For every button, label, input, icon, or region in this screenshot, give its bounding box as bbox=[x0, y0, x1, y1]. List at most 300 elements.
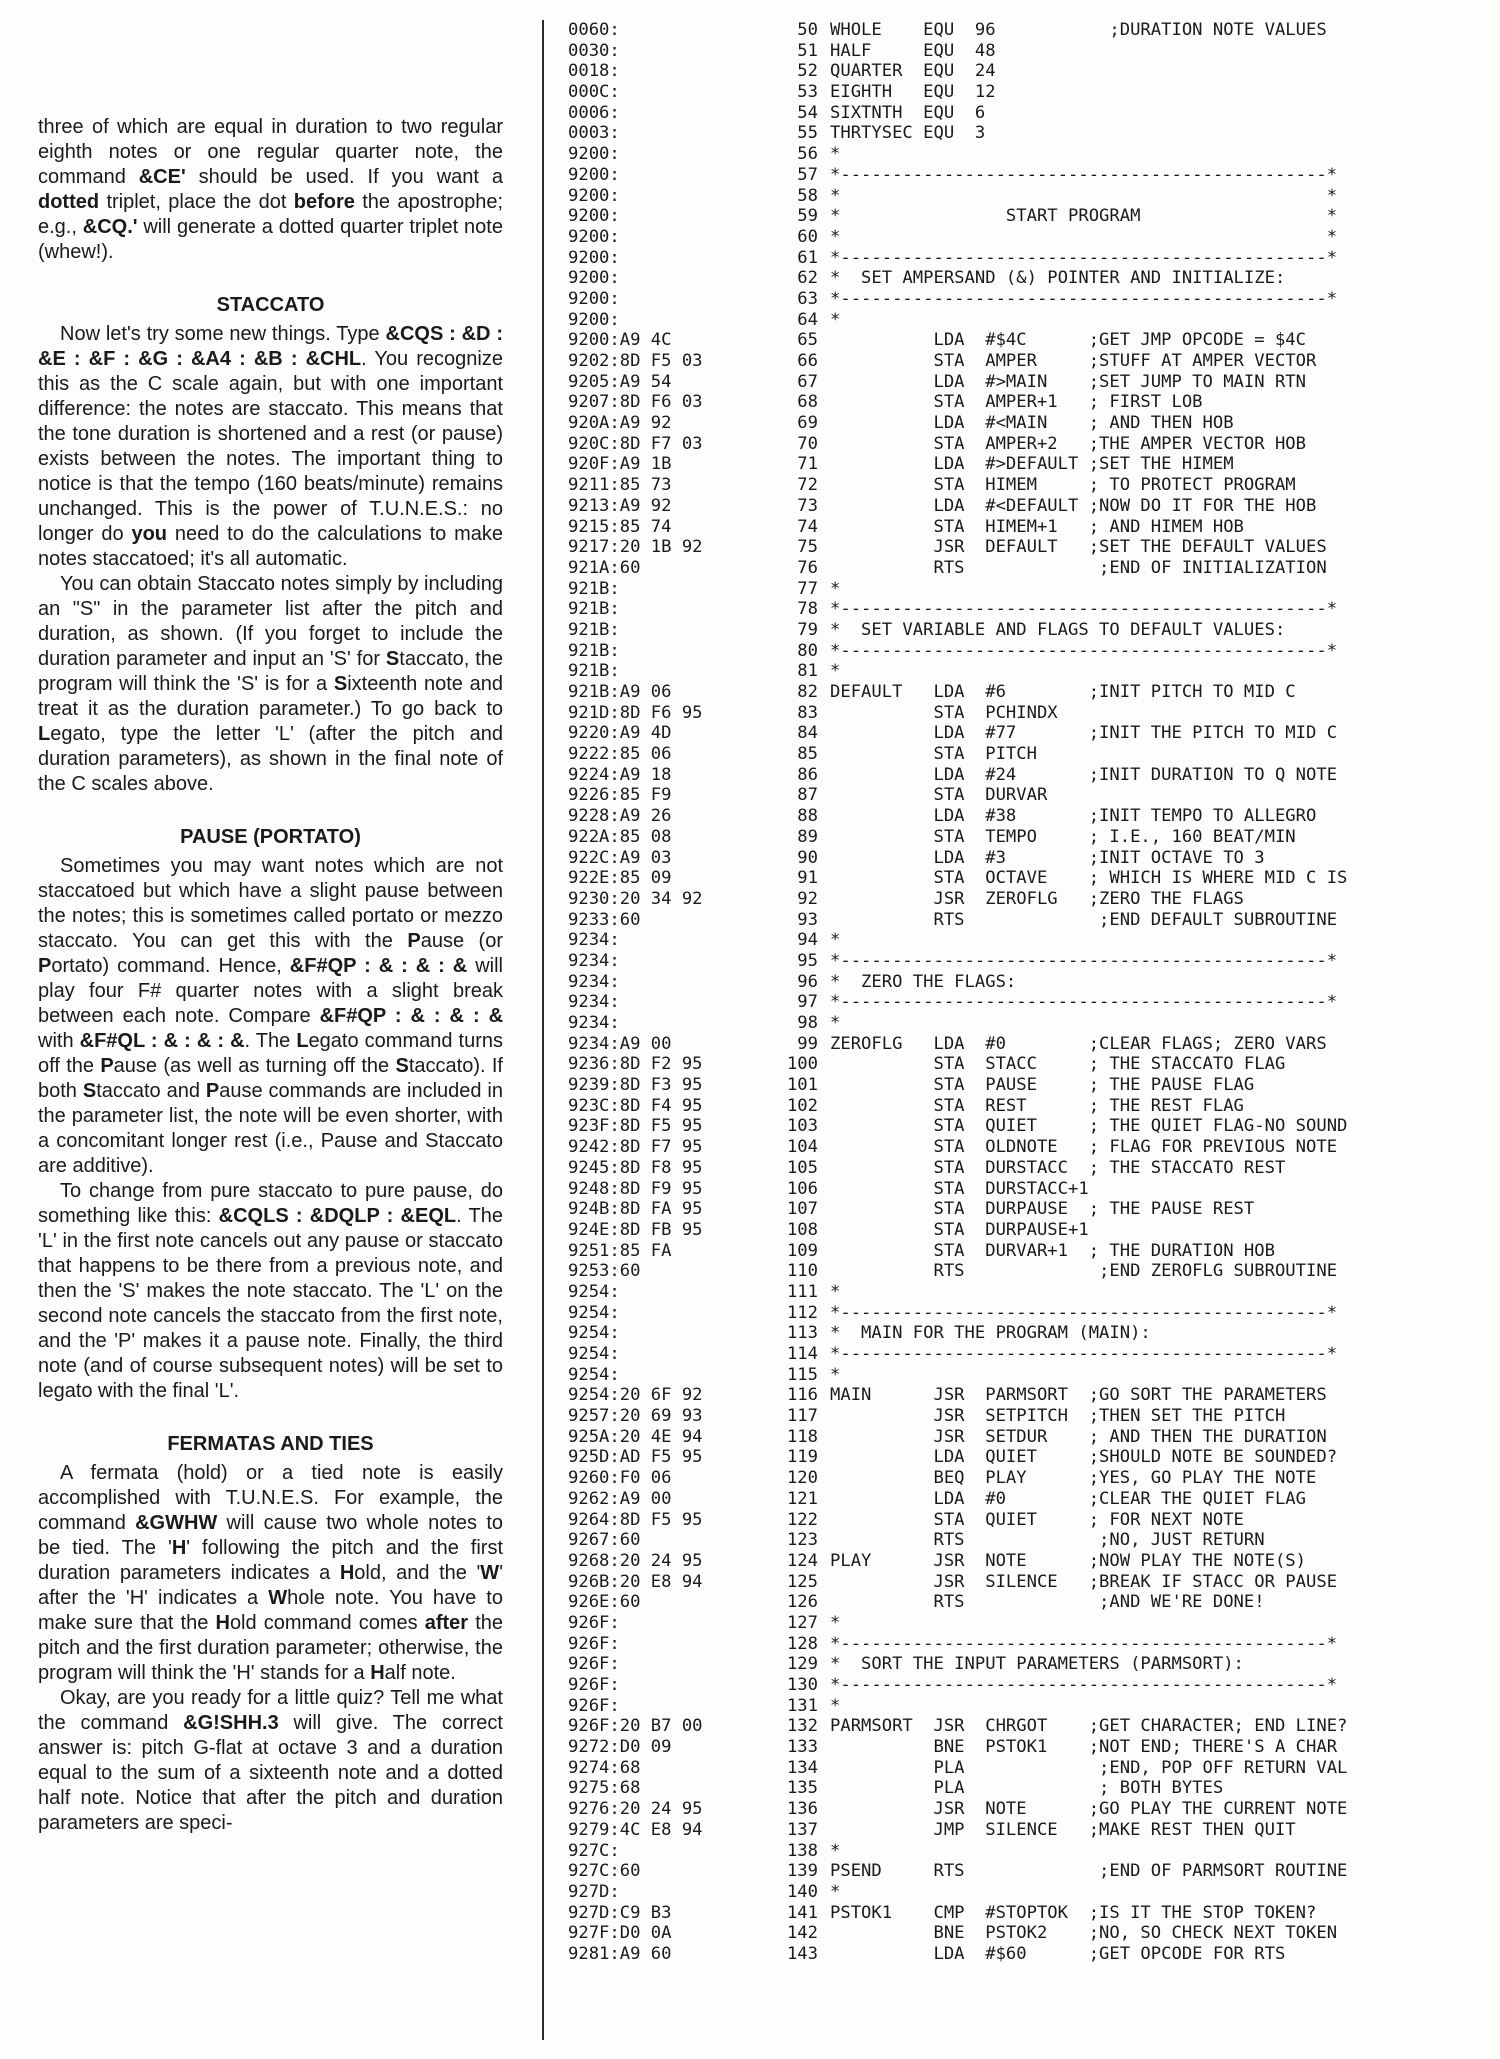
line-number: 56 bbox=[797, 144, 818, 165]
address-bytes: 9222:85 06 bbox=[568, 744, 672, 765]
source-code: *-----------------------------------------------* bbox=[830, 640, 1338, 661]
article-column bbox=[38, 115, 503, 1836]
source-code: LDA #$60 ;GET OPCODE FOR RTS bbox=[830, 1943, 1286, 1964]
bold-run: &CQS : &D : &E : &F : &G : &A4 : &B : &CHL bbox=[38, 323, 503, 370]
listing-line bbox=[568, 868, 1468, 889]
line-number: 113 bbox=[786, 1323, 818, 1344]
text-run: ause (or bbox=[420, 930, 503, 952]
listing-line bbox=[568, 248, 1468, 269]
listing-line bbox=[568, 641, 1468, 662]
line-number: 133 bbox=[786, 1737, 818, 1758]
address-bytes: 9200:A9 4C bbox=[568, 330, 672, 351]
line-number: 99 bbox=[797, 1033, 818, 1054]
address-bytes: 9257:20 69 93 bbox=[568, 1406, 703, 1427]
bold-run: S bbox=[333, 673, 348, 695]
listing-line bbox=[568, 392, 1468, 413]
line-number: 100 bbox=[786, 1054, 818, 1075]
line-number: 121 bbox=[786, 1488, 818, 1509]
bold-run: H bbox=[339, 1562, 355, 1584]
line-number: 50 bbox=[797, 20, 818, 40]
source-code: * bbox=[830, 1695, 841, 1716]
line-number: 118 bbox=[786, 1426, 818, 1447]
line-number: 86 bbox=[797, 764, 818, 785]
source-code: STA STACC ; THE STACCATO FLAG bbox=[830, 1054, 1286, 1075]
line-number: 90 bbox=[797, 847, 818, 868]
source-code: JSR ZEROFLG ;ZERO THE FLAGS bbox=[830, 888, 1244, 909]
bold-run: L bbox=[296, 1030, 309, 1052]
address-bytes: 9254: bbox=[568, 1302, 620, 1323]
source-code: RTS ;AND WE'RE DONE! bbox=[830, 1592, 1265, 1613]
source-code: ZEROFLG LDA #0 ;CLEAR FLAGS; ZERO VARS bbox=[830, 1033, 1327, 1054]
paragraph bbox=[38, 1686, 503, 1836]
line-number: 111 bbox=[786, 1281, 818, 1302]
source-code: RTS ;NO, JUST RETURN bbox=[830, 1530, 1265, 1551]
listing-line bbox=[568, 1551, 1468, 1572]
address-bytes: 921B: bbox=[568, 640, 620, 661]
listing-line bbox=[568, 1572, 1468, 1593]
line-number: 66 bbox=[797, 351, 818, 371]
listing-line bbox=[568, 682, 1468, 703]
line-number: 128 bbox=[786, 1633, 818, 1654]
source-code: BNE PSTOK1 ;NOT END; THERE'S A CHAR bbox=[830, 1737, 1338, 1758]
address-bytes: 924E:8D FB 95 bbox=[568, 1219, 703, 1240]
address-bytes: 9200: bbox=[568, 288, 620, 309]
address-bytes: 9267:60 bbox=[568, 1530, 641, 1551]
address-bytes: 921B: bbox=[568, 578, 620, 599]
line-number: 63 bbox=[797, 288, 818, 309]
address-bytes: 927D:C9 B3 bbox=[568, 1902, 672, 1923]
address-bytes: 9248:8D F9 95 bbox=[568, 1178, 703, 1199]
listing-line bbox=[568, 785, 1468, 806]
text-run: taccato, the program will think the 'S' is for a bbox=[38, 648, 503, 695]
listing-line bbox=[568, 103, 1468, 124]
address-bytes: 9200: bbox=[568, 268, 620, 289]
address-bytes: 926F: bbox=[568, 1695, 620, 1716]
listing-line bbox=[568, 496, 1468, 517]
address-bytes: 923C:8D F4 95 bbox=[568, 1095, 703, 1116]
bold-run: dotted bbox=[38, 191, 100, 213]
listing-line bbox=[568, 1696, 1468, 1717]
source-code: PLA ; BOTH BYTES bbox=[830, 1778, 1224, 1799]
listing-line bbox=[568, 1427, 1468, 1448]
bold-run: &F#QL : & : & : & bbox=[79, 1030, 245, 1052]
source-code: *-----------------------------------------------* bbox=[830, 164, 1338, 185]
address-bytes: 9200: bbox=[568, 144, 620, 165]
source-code: JSR SILENCE ;BREAK IF STACC OR PAUSE bbox=[830, 1571, 1338, 1592]
source-code: * SET VARIABLE AND FLAGS TO DEFAULT VALUES: bbox=[830, 619, 1286, 640]
listing-line bbox=[568, 1261, 1468, 1282]
text-run: . You recognize this as the C scale again, but with one important difference: the notes are staccato. This means that the tone duration is shortened and a rest (or pause) exists between the notes. The important thing to notice is that the tempo (160 beats/minute) remains unchanged. This is the power of T.U.N.E.S.: no longer do bbox=[38, 348, 503, 545]
source-code: PLA ;END, POP OFF RETURN VAL bbox=[830, 1757, 1348, 1778]
line-number: 92 bbox=[797, 888, 818, 909]
listing-line bbox=[568, 1654, 1468, 1675]
line-number: 60 bbox=[797, 226, 818, 247]
source-code: *-----------------------------------------------* bbox=[830, 599, 1338, 620]
source-code: LDA QUIET ;SHOULD NOTE BE SOUNDED? bbox=[830, 1447, 1338, 1468]
listing-line bbox=[568, 144, 1468, 165]
source-code: STA HIMEM ; TO PROTECT PROGRAM bbox=[830, 475, 1296, 496]
address-bytes: 9226:85 F9 bbox=[568, 785, 672, 806]
line-number: 137 bbox=[786, 1819, 818, 1840]
listing-line bbox=[568, 1841, 1468, 1862]
source-code: QUARTER EQU 24 bbox=[830, 61, 996, 82]
paragraph bbox=[38, 1461, 503, 1686]
source-code: PSTOK1 CMP #STOPTOK ;IS IT THE STOP TOKEN? bbox=[830, 1902, 1317, 1923]
address-bytes: 9234: bbox=[568, 971, 620, 992]
listing-line bbox=[568, 1054, 1468, 1075]
line-number: 130 bbox=[786, 1675, 818, 1695]
line-number: 119 bbox=[786, 1447, 818, 1468]
bold-run: &G!SHH.3 bbox=[183, 1712, 279, 1734]
listing-line bbox=[568, 661, 1468, 682]
listing-line bbox=[568, 1510, 1468, 1531]
text-run: egato, type the letter 'L' (after the pitch and duration parameters), as shown in the final note of the C scales above. bbox=[38, 723, 503, 795]
source-code: LDA #38 ;INIT TEMPO TO ALLEGRO bbox=[830, 806, 1317, 827]
text-run: will generate a dotted quarter triplet note (whew!). bbox=[38, 216, 503, 263]
address-bytes: 921B: bbox=[568, 661, 620, 682]
address-bytes: 9233:60 bbox=[568, 909, 641, 930]
source-code: * bbox=[830, 930, 841, 951]
line-number: 125 bbox=[786, 1571, 818, 1592]
source-code: SIXTNTH EQU 6 bbox=[830, 102, 986, 123]
line-number: 59 bbox=[797, 206, 818, 227]
source-code: *-----------------------------------------------* bbox=[830, 1344, 1338, 1364]
listing-line bbox=[568, 1406, 1468, 1427]
source-code: * ZERO THE FLAGS: bbox=[830, 971, 1017, 992]
line-number: 85 bbox=[797, 744, 818, 765]
source-code: * bbox=[830, 1013, 841, 1033]
source-code: * SORT THE INPUT PARAMETERS (PARMSORT): bbox=[830, 1654, 1244, 1675]
line-number: 107 bbox=[786, 1199, 818, 1220]
source-code: STA PCHINDX bbox=[830, 702, 1058, 723]
line-number: 140 bbox=[786, 1881, 818, 1902]
source-code: STA DURVAR+1 ; THE DURATION HOB bbox=[830, 1240, 1275, 1261]
listing-line bbox=[568, 454, 1468, 475]
address-bytes: 920A:A9 92 bbox=[568, 413, 672, 434]
address-bytes: 9224:A9 18 bbox=[568, 764, 672, 785]
listing-line bbox=[568, 165, 1468, 186]
listing-line bbox=[568, 599, 1468, 620]
listing-line bbox=[568, 1447, 1468, 1468]
address-bytes: 9200: bbox=[568, 185, 620, 206]
source-code: LDA #<MAIN ; AND THEN HOB bbox=[830, 413, 1234, 434]
line-number: 134 bbox=[786, 1757, 818, 1778]
source-code: STA AMPER+2 ;THE AMPER VECTOR HOB bbox=[830, 433, 1306, 454]
address-bytes: 9268:20 24 95 bbox=[568, 1550, 703, 1571]
listing-line bbox=[568, 1923, 1468, 1944]
line-number: 96 bbox=[797, 971, 818, 992]
line-number: 64 bbox=[797, 309, 818, 330]
address-bytes: 927C: bbox=[568, 1840, 620, 1861]
source-code: STA DURPAUSE ; THE PAUSE REST bbox=[830, 1199, 1255, 1220]
listing-line bbox=[568, 1944, 1468, 1965]
line-number: 114 bbox=[786, 1344, 818, 1364]
paragraph bbox=[38, 1179, 503, 1404]
source-code: WHOLE EQU 96 ;DURATION NOTE VALUES bbox=[830, 20, 1327, 40]
bold-run: you bbox=[131, 523, 168, 545]
bold-run: before bbox=[293, 191, 355, 213]
text-run: egato command turns off the bbox=[38, 1030, 503, 1077]
line-number: 53 bbox=[797, 82, 818, 103]
listing-line bbox=[568, 1675, 1468, 1696]
line-number: 68 bbox=[797, 392, 818, 413]
line-number: 55 bbox=[797, 123, 818, 144]
address-bytes: 9276:20 24 95 bbox=[568, 1799, 703, 1820]
bold-run: &F#QP : & : & : & bbox=[319, 1005, 504, 1027]
source-code: * MAIN FOR THE PROGRAM (MAIN): bbox=[830, 1323, 1151, 1344]
bold-run: P bbox=[100, 1055, 114, 1077]
line-number: 123 bbox=[786, 1530, 818, 1551]
address-bytes: 9200: bbox=[568, 247, 620, 268]
address-bytes: 9200: bbox=[568, 309, 620, 330]
line-number: 108 bbox=[786, 1219, 818, 1240]
line-number: 52 bbox=[797, 61, 818, 82]
line-number: 79 bbox=[797, 619, 818, 640]
line-number: 84 bbox=[797, 723, 818, 744]
address-bytes: 0006: bbox=[568, 102, 620, 123]
line-number: 58 bbox=[797, 185, 818, 206]
listing-line bbox=[568, 1344, 1468, 1365]
listing-line bbox=[568, 889, 1468, 910]
source-code: PSEND RTS ;END OF PARMSORT ROUTINE bbox=[830, 1861, 1348, 1882]
source-code: *-----------------------------------------------* bbox=[830, 1633, 1338, 1654]
address-bytes: 921A:60 bbox=[568, 557, 641, 578]
text-run: Okay, are you ready for a little quiz? Tell me what the command bbox=[38, 1687, 503, 1734]
bold-run: after bbox=[424, 1612, 469, 1634]
address-bytes: 927F:D0 0A bbox=[568, 1923, 672, 1944]
text-run: should be used. If you want a bbox=[185, 166, 503, 188]
text-run: Sometimes you may want notes which are not staccatoed but which have a slight pause between the notes; this is sometimes called portato or mezzo staccato. You can get this with the bbox=[38, 855, 503, 952]
bold-run: &CE' bbox=[138, 166, 186, 188]
listing-line bbox=[568, 1737, 1468, 1758]
source-code: * bbox=[830, 1364, 841, 1385]
line-number: 104 bbox=[786, 1137, 818, 1158]
listing-line bbox=[568, 951, 1468, 972]
line-number: 138 bbox=[786, 1840, 818, 1861]
line-number: 103 bbox=[786, 1116, 818, 1137]
listing-line bbox=[568, 972, 1468, 993]
source-code: * * bbox=[830, 185, 1338, 206]
line-number: 61 bbox=[797, 247, 818, 268]
line-number: 87 bbox=[797, 785, 818, 806]
listing-line bbox=[568, 579, 1468, 600]
source-code: JMP SILENCE ;MAKE REST THEN QUIT bbox=[830, 1819, 1296, 1840]
address-bytes: 923F:8D F5 95 bbox=[568, 1116, 703, 1137]
address-bytes: 9234: bbox=[568, 930, 620, 951]
text-run: taccato and bbox=[96, 1080, 206, 1102]
listing-line bbox=[568, 1634, 1468, 1655]
line-number: 51 bbox=[797, 40, 818, 61]
source-code: BEQ PLAY ;YES, GO PLAY THE NOTE bbox=[830, 1468, 1317, 1489]
address-bytes: 9281:A9 60 bbox=[568, 1943, 672, 1964]
address-bytes: 9274:68 bbox=[568, 1757, 641, 1778]
source-code: MAIN JSR PARMSORT ;GO SORT THE PARAMETERS bbox=[830, 1385, 1327, 1406]
bold-run: P bbox=[407, 930, 421, 952]
source-code: * bbox=[830, 144, 841, 165]
paragraph bbox=[38, 572, 503, 797]
text-run: ' following the pitch and the first duration parameters indicates a bbox=[38, 1537, 504, 1584]
listing-line bbox=[568, 806, 1468, 827]
text-run: . The bbox=[244, 1030, 297, 1052]
listing-line bbox=[568, 268, 1468, 289]
source-code: * bbox=[830, 1840, 841, 1861]
address-bytes: 9272:D0 09 bbox=[568, 1737, 672, 1758]
listing-line bbox=[568, 1075, 1468, 1096]
listing-line bbox=[568, 1137, 1468, 1158]
text-run: will give. The correct answer is: pitch G-flat at octave 3 and a duration equal to the sum of a sixteenth note and a dotted half note. Notice that after the pitch and duration parameters are speci- bbox=[38, 1712, 503, 1834]
source-code: * bbox=[830, 1881, 841, 1902]
section-heading: FERMATAS AND TIES bbox=[167, 1433, 374, 1455]
source-code: STA DURPAUSE+1 bbox=[830, 1219, 1089, 1240]
line-number: 141 bbox=[786, 1902, 818, 1923]
listing-line bbox=[568, 1323, 1468, 1344]
listing-line bbox=[568, 537, 1468, 558]
address-bytes: 9202:8D F5 03 bbox=[568, 351, 703, 371]
text-run: . The 'L' in the first note cancels out any pause or staccato that happens to be there from a previous note, and then the 'S' makes the note staccato. The 'L' on the second note cancels the staccato from the first note, and the 'P' makes it a pause note. Finally, the third note (and of course subsequent notes) will be set to legato with the final 'L'. bbox=[38, 1205, 503, 1402]
bold-run: W bbox=[268, 1587, 288, 1609]
source-code: STA PAUSE ; THE PAUSE FLAG bbox=[830, 1075, 1255, 1096]
address-bytes: 921D:8D F6 95 bbox=[568, 702, 703, 723]
source-code: RTS ;END ZEROFLG SUBROUTINE bbox=[830, 1261, 1338, 1282]
bold-run: H bbox=[215, 1612, 230, 1634]
source-code: STA QUIET ; FOR NEXT NOTE bbox=[830, 1509, 1244, 1530]
bold-run: L bbox=[38, 723, 51, 745]
address-bytes: 926B:20 E8 94 bbox=[568, 1571, 703, 1592]
listing-line bbox=[568, 1096, 1468, 1117]
text-run: old, and the ' bbox=[354, 1562, 481, 1584]
line-number: 101 bbox=[786, 1075, 818, 1096]
listing-line bbox=[568, 372, 1468, 393]
listing-line bbox=[568, 1158, 1468, 1179]
address-bytes: 9200: bbox=[568, 164, 620, 185]
line-number: 132 bbox=[786, 1716, 818, 1737]
line-number: 89 bbox=[797, 826, 818, 847]
address-bytes: 9207:8D F6 03 bbox=[568, 392, 703, 413]
line-number: 110 bbox=[786, 1261, 818, 1282]
text-run: need to do the calculations to make notes staccatoed; it's all automatic. bbox=[38, 523, 503, 570]
address-bytes: 926F: bbox=[568, 1612, 620, 1633]
source-code: LDA #24 ;INIT DURATION TO Q NOTE bbox=[830, 764, 1338, 785]
listing-line bbox=[568, 310, 1468, 331]
address-bytes: 921B: bbox=[568, 619, 620, 640]
text-run: ause commands are included in the parameter list, the note will be even shorter, with a concomitant longer rest (i.e., Pause and Staccato are additive). bbox=[38, 1080, 503, 1177]
address-bytes: 9236:8D F2 95 bbox=[568, 1054, 703, 1075]
listing-line bbox=[568, 1013, 1468, 1034]
source-code: STA AMPER ;STUFF AT AMPER VECTOR bbox=[830, 351, 1317, 371]
source-code: STA PITCH bbox=[830, 744, 1037, 765]
listing-line bbox=[568, 1116, 1468, 1137]
listing-line bbox=[568, 1199, 1468, 1220]
source-code: DEFAULT LDA #6 ;INIT PITCH TO MID C bbox=[830, 682, 1296, 702]
address-bytes: 924B:8D FA 95 bbox=[568, 1199, 703, 1220]
bold-run: S bbox=[395, 1055, 409, 1077]
listing-line bbox=[568, 434, 1468, 455]
line-number: 65 bbox=[797, 330, 818, 351]
line-number: 127 bbox=[786, 1612, 818, 1633]
source-code: PLAY JSR NOTE ;NOW PLAY THE NOTE(S) bbox=[830, 1550, 1306, 1571]
source-code: JSR SETPITCH ;THEN SET THE PITCH bbox=[830, 1406, 1286, 1427]
source-code: *-----------------------------------------------* bbox=[830, 1302, 1338, 1323]
listing-line bbox=[568, 1468, 1468, 1489]
source-code: BNE PSTOK2 ;NO, SO CHECK NEXT TOKEN bbox=[830, 1923, 1338, 1944]
listing-line bbox=[568, 1882, 1468, 1903]
address-bytes: 926F:20 B7 00 bbox=[568, 1716, 703, 1737]
line-number: 97 bbox=[797, 992, 818, 1013]
source-code: STA REST ; THE REST FLAG bbox=[830, 1095, 1244, 1116]
source-code: LDA #77 ;INIT THE PITCH TO MID C bbox=[830, 723, 1338, 744]
text-run: the apostrophe; e.g., bbox=[38, 191, 503, 238]
line-number: 78 bbox=[797, 599, 818, 620]
source-code: THRTYSEC EQU 3 bbox=[830, 123, 986, 144]
address-bytes: 9217:20 1B 92 bbox=[568, 537, 703, 558]
source-code: RTS ;END DEFAULT SUBROUTINE bbox=[830, 909, 1338, 930]
text-run: old command comes bbox=[229, 1612, 425, 1634]
source-code: * bbox=[830, 661, 841, 682]
address-bytes: 9200: bbox=[568, 206, 620, 227]
address-bytes: 9251:85 FA bbox=[568, 1240, 672, 1261]
bold-run: &CQLS : &DQLP : &EQL bbox=[218, 1205, 457, 1227]
line-number: 57 bbox=[797, 164, 818, 185]
column-divider bbox=[542, 20, 544, 2040]
text-run: with bbox=[38, 1030, 80, 1052]
line-number: 112 bbox=[786, 1302, 818, 1323]
listing-line bbox=[568, 1861, 1468, 1882]
listing-line bbox=[568, 848, 1468, 869]
listing-line bbox=[568, 930, 1468, 951]
line-number: 88 bbox=[797, 806, 818, 827]
line-number: 115 bbox=[786, 1364, 818, 1385]
listing-line bbox=[568, 517, 1468, 538]
listing-line bbox=[568, 744, 1468, 765]
text-run: will cause two whole notes to be tied. The ' bbox=[38, 1512, 503, 1559]
address-bytes: 9253:60 bbox=[568, 1261, 641, 1282]
address-bytes: 9200: bbox=[568, 226, 620, 247]
source-code: RTS ;END OF INITIALIZATION bbox=[830, 557, 1327, 578]
source-code: STA DURSTACC ; THE STACCATO REST bbox=[830, 1157, 1286, 1178]
address-bytes: 9234: bbox=[568, 950, 620, 971]
address-bytes: 927C:60 bbox=[568, 1861, 641, 1882]
section-heading: STACCATO bbox=[216, 294, 325, 316]
address-bytes: 0003: bbox=[568, 123, 620, 144]
listing-line bbox=[568, 475, 1468, 496]
text-run: ortato) command. Hence, bbox=[51, 955, 290, 977]
line-number: 94 bbox=[797, 930, 818, 951]
line-number: 109 bbox=[786, 1240, 818, 1261]
line-number: 82 bbox=[797, 682, 818, 702]
listing-line bbox=[568, 1303, 1468, 1324]
address-bytes: 926F: bbox=[568, 1675, 620, 1695]
source-code: LDA #<DEFAULT ;NOW DO IT FOR THE HOB bbox=[830, 495, 1317, 516]
line-number: 54 bbox=[797, 102, 818, 123]
listing-line bbox=[568, 1758, 1468, 1779]
source-code: JSR NOTE ;GO PLAY THE CURRENT NOTE bbox=[830, 1799, 1348, 1820]
line-number: 70 bbox=[797, 433, 818, 454]
address-bytes: 922E:85 09 bbox=[568, 868, 672, 889]
line-number: 136 bbox=[786, 1799, 818, 1820]
listing-line bbox=[568, 1282, 1468, 1303]
address-bytes: 921B: bbox=[568, 599, 620, 620]
text-run: hole note. You have to make sure that the bbox=[38, 1587, 503, 1634]
listing-line bbox=[568, 289, 1468, 310]
line-number: 77 bbox=[797, 578, 818, 599]
listing-line bbox=[568, 1220, 1468, 1241]
line-number: 98 bbox=[797, 1013, 818, 1033]
address-bytes: 9239:8D F3 95 bbox=[568, 1075, 703, 1096]
source-code: LDA #>DEFAULT ;SET THE HIMEM bbox=[830, 454, 1234, 475]
source-code: LDA #>MAIN ;SET JUMP TO MAIN RTN bbox=[830, 371, 1306, 392]
source-code: * START PROGRAM * bbox=[830, 206, 1338, 227]
line-number: 106 bbox=[786, 1178, 818, 1199]
